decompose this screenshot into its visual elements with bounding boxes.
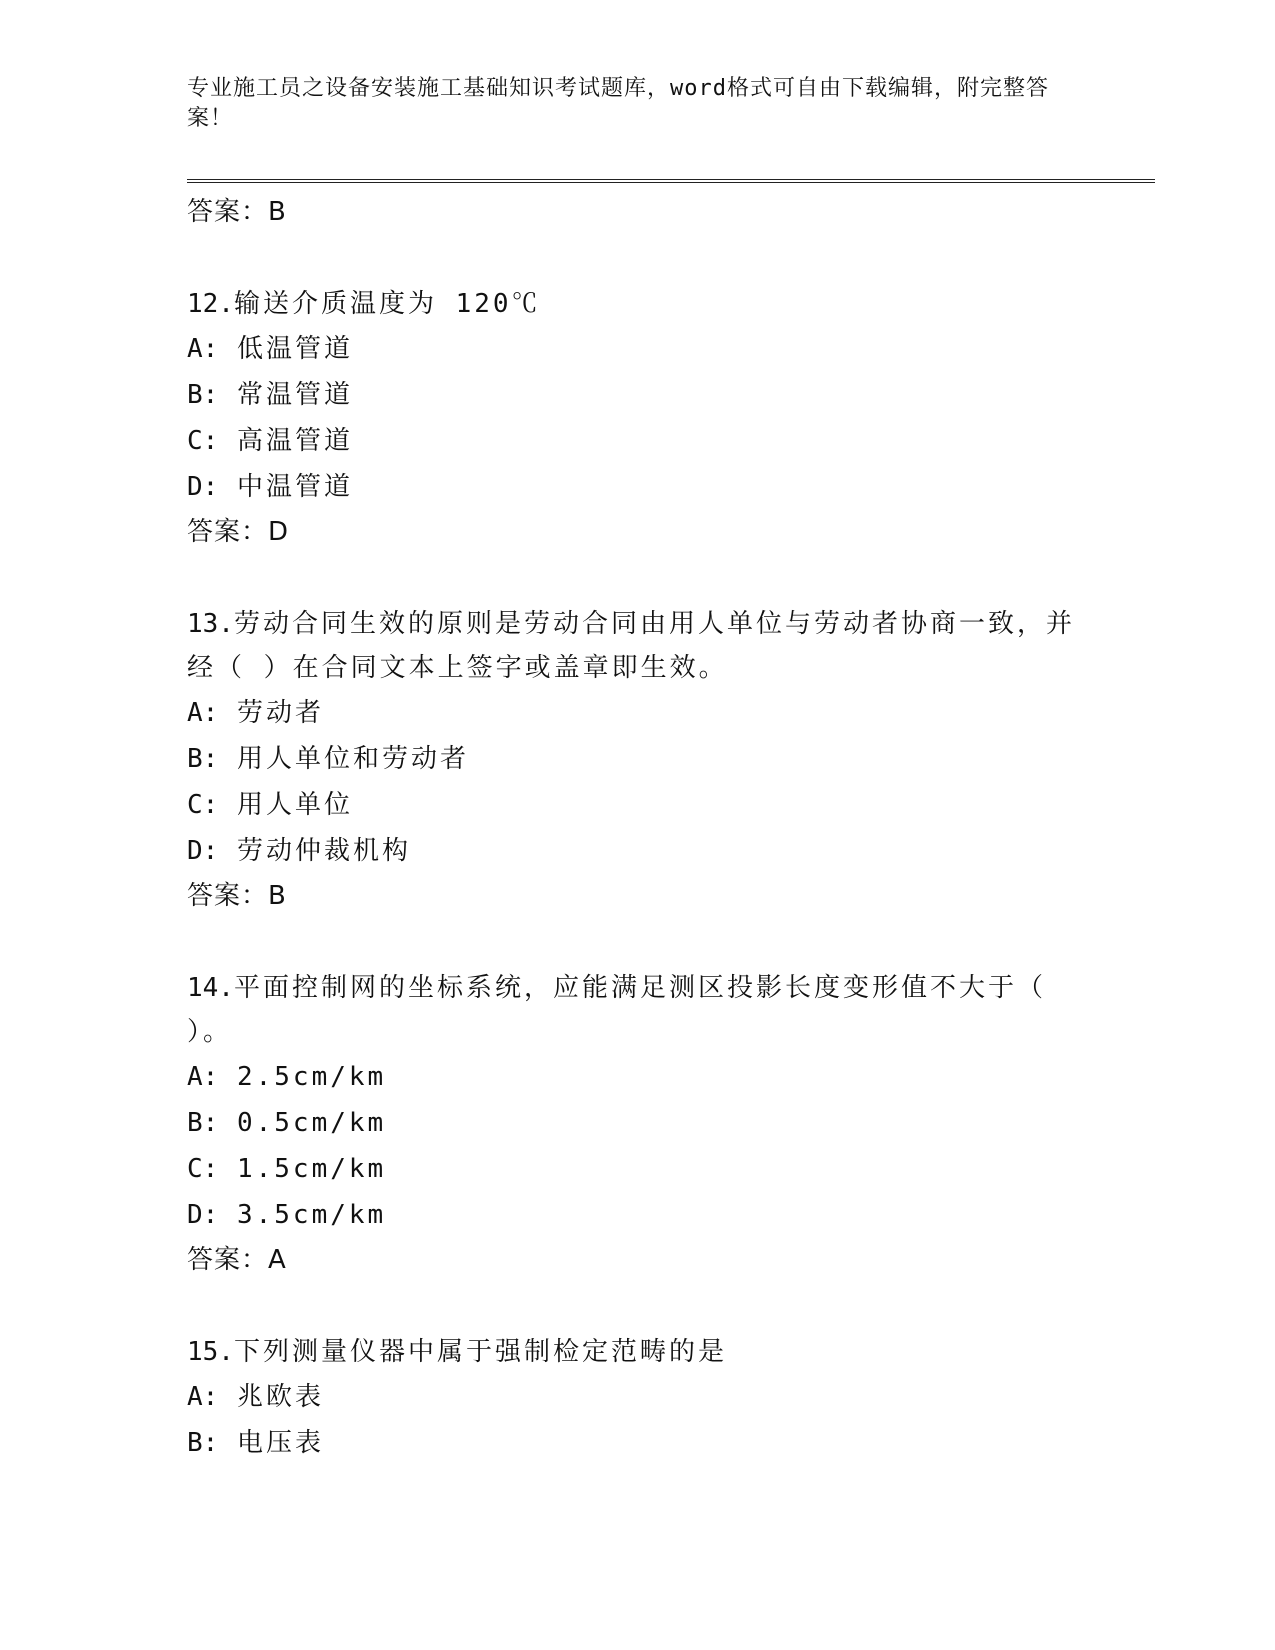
previous-answer: 答案：B	[187, 197, 287, 227]
option-a	[187, 1054, 1087, 1100]
option-letter: A:	[187, 334, 219, 364]
question-14	[187, 966, 1087, 1282]
option-letter: B:	[187, 380, 219, 410]
option-d	[187, 464, 1087, 510]
question-text	[187, 966, 1087, 1054]
option-letter: A:	[187, 1062, 219, 1092]
option-b	[187, 736, 1087, 782]
option-letter: B:	[187, 1108, 219, 1138]
option-letter: A:	[187, 698, 219, 728]
option-d	[187, 1192, 1087, 1238]
option-text: 用人单位	[236, 790, 353, 820]
option-text: 用人单位和劳动者	[236, 744, 469, 774]
option-c	[187, 418, 1087, 464]
option-text: 低温管道	[236, 334, 353, 364]
option-b	[187, 1420, 1087, 1466]
question-12	[187, 282, 1087, 554]
question-list	[187, 190, 1087, 1466]
option-letter: B:	[187, 1428, 219, 1458]
option-letter: C:	[187, 426, 219, 456]
option-letter: B:	[187, 744, 219, 774]
question-number: 14.	[187, 973, 234, 1003]
question-number: 13.	[187, 609, 234, 639]
option-letter: D:	[187, 1200, 219, 1230]
header-divider	[187, 179, 1155, 183]
option-text: 1.5cm/km	[236, 1154, 387, 1184]
question-number: 12.	[187, 289, 234, 319]
option-letter: D:	[187, 472, 219, 502]
question-body: 下列测量仪器中属于强制检定范畴的是	[233, 1337, 727, 1367]
option-a	[187, 1374, 1087, 1420]
option-text: 劳动仲裁机构	[236, 836, 411, 866]
question-13	[187, 602, 1087, 918]
option-text: 高温管道	[236, 426, 353, 456]
option-a	[187, 690, 1087, 736]
question-body: 劳动合同生效的原则是劳动合同由用人单位与劳动者协商一致，并经（ ）在合同文本上签字或盖章即生效。	[187, 609, 1075, 683]
option-a	[187, 326, 1087, 372]
option-letter: C:	[187, 790, 219, 820]
option-text: 中温管道	[236, 472, 353, 502]
option-text: 2.5cm/km	[236, 1062, 387, 1092]
option-b	[187, 1100, 1087, 1146]
document-header: 专业施工员之设备安装施工基础知识考试题库，word格式可自由下载编辑，附完整答案！	[187, 76, 1049, 131]
option-c	[187, 782, 1087, 828]
option-text: 劳动者	[236, 698, 324, 728]
answer-line: 答案：B	[187, 881, 287, 911]
question-body: 平面控制网的坐标系统，应能满足测区投影长度变形值不大于（ ）。	[187, 973, 1046, 1047]
option-text: 常温管道	[236, 380, 353, 410]
question-text	[187, 602, 1087, 690]
option-text: 0.5cm/km	[236, 1108, 387, 1138]
question-15	[187, 1330, 1087, 1466]
question-body: 输送介质温度为 120℃	[233, 289, 541, 319]
option-text: 3.5cm/km	[236, 1200, 387, 1230]
option-b	[187, 372, 1087, 418]
option-text: 电压表	[236, 1428, 324, 1458]
answer-line: 答案：A	[187, 1245, 287, 1275]
option-letter: A:	[187, 1382, 219, 1412]
question-text	[187, 1330, 1087, 1374]
option-c	[187, 1146, 1087, 1192]
option-d	[187, 828, 1087, 874]
question-text	[187, 282, 1087, 326]
option-text: 兆欧表	[236, 1382, 324, 1412]
option-letter: C:	[187, 1154, 219, 1184]
option-letter: D:	[187, 836, 219, 866]
question-number: 15.	[187, 1337, 234, 1367]
answer-line: 答案：D	[187, 517, 290, 547]
